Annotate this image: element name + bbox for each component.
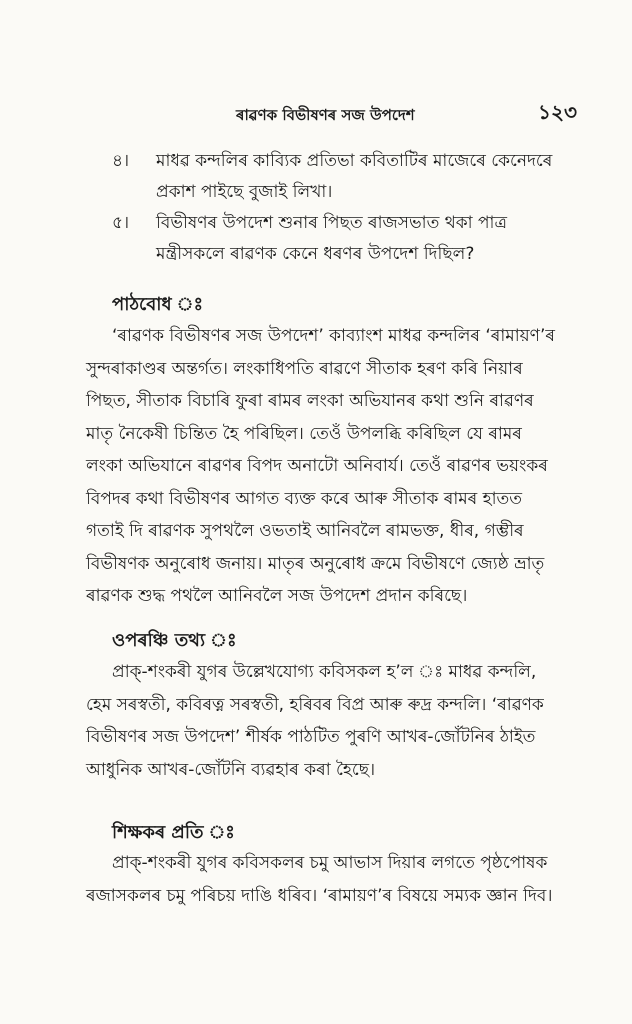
paragraph-line: সুন্দৰাকাণ্ডৰ অন্তৰ্গত। লংকাধিপতি ৰাৱণে সীতাক হৰণ কৰি নিয়াৰ <box>86 358 523 379</box>
paragraph-line: লংকা অভিযানে ৰাৱণৰ বিপদ অনাটো অনিবাৰ্য। তেওঁ ৰাৱণৰ ভয়ংকৰ <box>86 456 548 476</box>
section-heading-pathbodh: পাঠবোধ ঃ <box>112 294 204 315</box>
section-paragraph-pathbodh <box>86 320 616 613</box>
paragraph-line: প্ৰাক্-শংকৰী যুগৰ উল্লেখযোগ্য কবিসকল হ’ল ঃ মাধৱ কন্দলি, <box>112 662 537 682</box>
question-number: ৫। <box>112 213 130 233</box>
paragraph-line: গতাই দি ৰাৱণক সুপথলৈ ওভতাই আনিবলৈ ৰামভক্ত, ধীৰ, গম্ভীৰ <box>86 521 524 541</box>
section-heading-shikhokor-proti: শিক্ষকৰ প্ৰতি ঃ <box>112 822 235 843</box>
question-list <box>112 146 612 270</box>
running-header: ৰাৱণক বিভীষণৰ সজ উপদেশ <box>236 106 415 124</box>
paragraph-line: পিছত, সীতাক বিচাৰি ফুৰা ৰামৰ লংকা অভিযানৰ কথা শুনি ৰাৱণৰ <box>86 391 534 411</box>
section-heading-oporonchi-totho: ওপৰঞ্চি তথ্য ঃ <box>112 630 237 651</box>
paragraph-line: ৰাৱণক শুদ্ধ পথলৈ আনিবলৈ সজ উপদেশ প্ৰদান কৰিছে। <box>86 586 468 606</box>
paragraph-line: ‘ৰাৱণক বিভীষণৰ সজ উপদেশ’ কাব্যাংশ মাধৱ কন্দলিৰ ‘ৰামায়ণ’ৰ <box>112 326 555 346</box>
paragraph-line: বিভীষণৰ সজ উপদেশ’ শীৰ্ষক পাঠটিত পুৰণি আখৰ-জোঁটনিৰ ঠাইত <box>86 727 536 747</box>
paragraph-line: বিপদৰ কথা বিভীষণৰ আগত ব্যক্ত কৰে আৰু সীতাক ৰামৰ হাতত <box>86 488 523 509</box>
question-item <box>112 208 612 270</box>
paragraph-line: প্ৰাক্-শংকৰী যুগৰ কবিসকলৰ চমু আভাস দিয়াৰ লগতে পৃষ্ঠপোষক <box>112 853 548 873</box>
question-line: মাধৱ কন্দলিৰ কাব্যিক প্ৰতিভা কবিতাটিৰ মাজেৰে কেনেদৰে <box>156 151 553 171</box>
paragraph-line: বিভীষণক অনুৰোধ জনায়। মাতৃৰ অনুৰোধ ক্ৰমে বিভীষণে জ্যেষ্ঠ ভ্ৰাতৃ <box>86 553 545 574</box>
paragraph-line: হেম সৰস্বতী, কবিৰত্ন সৰস্বতী, হৰিবৰ বিপ্ৰ আৰু ৰুদ্ৰ কন্দলি। ‘ৰাৱণক <box>86 694 544 715</box>
question-text <box>156 208 612 270</box>
paragraph-line: আধুনিক আখৰ-জোঁটনি ব্যৱহাৰ কৰা হৈছে। <box>86 759 376 780</box>
paragraph-line: ৰজাসকলৰ চমু পৰিচয় দাঙি ধৰিব। ‘ৰামায়ণ’ৰ বিষয়ে সম্যক জ্ঞান দিব। <box>86 885 553 906</box>
question-text <box>156 146 612 208</box>
section-paragraph-oporonchi-totho <box>86 656 616 786</box>
paragraph-line: মাতৃ নৈকেষী চিন্তিত হৈ পৰিছিল। তেওঁ উপলব্ধি কৰিছিল যে ৰামৰ <box>86 423 522 444</box>
question-line: প্ৰকাশ পাইছে বুজাই লিখা। <box>156 182 333 202</box>
question-item <box>112 146 612 208</box>
question-line: বিভীষণৰ উপদেশ শুনাৰ পিছত ৰাজসভাত থকা পাত্ৰ <box>156 213 507 233</box>
question-line: মন্ত্ৰীসকলে ৰাৱণক কেনে ধৰণৰ উপদেশ দিছিল? <box>156 244 475 264</box>
question-number: ৪। <box>112 151 130 171</box>
page-number: ১২৩ <box>538 100 577 124</box>
section-paragraph-shikhokor-proti <box>86 847 616 912</box>
